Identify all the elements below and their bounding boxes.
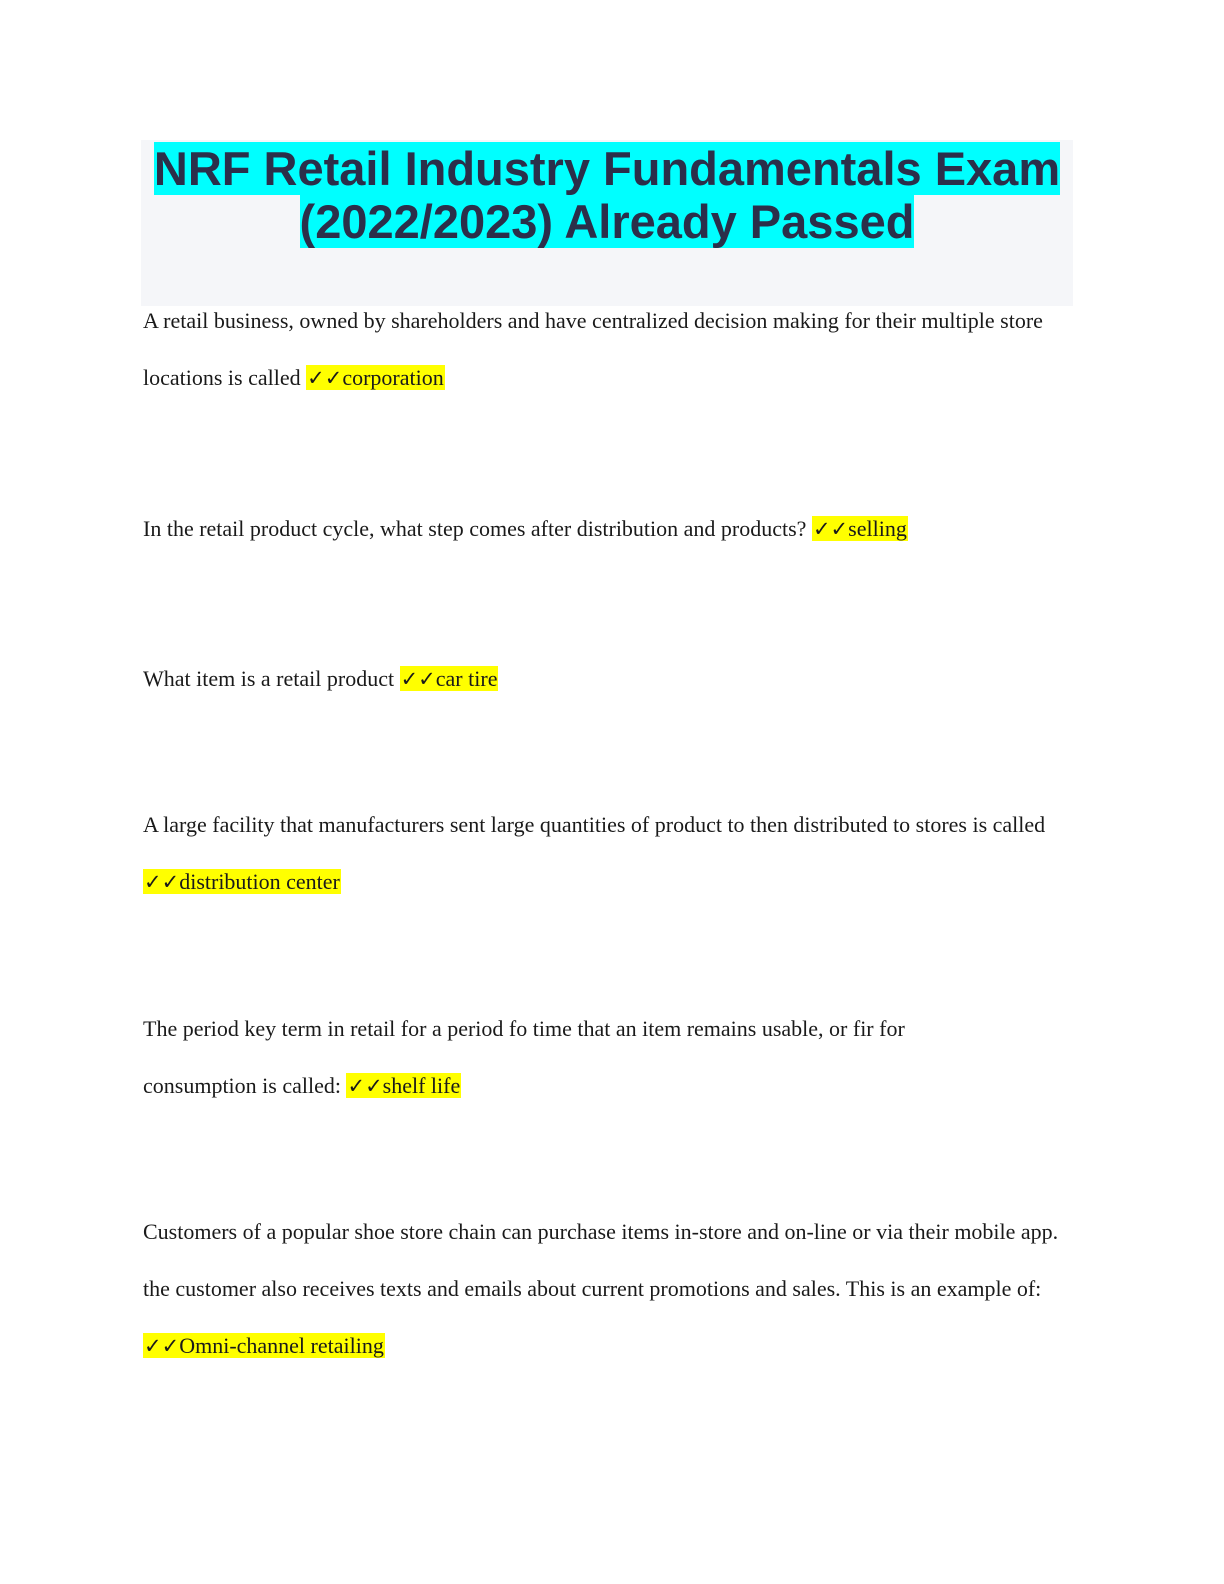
double-check-icon: ✓✓ bbox=[144, 870, 180, 894]
double-check-icon: ✓✓ bbox=[307, 366, 343, 390]
double-check-icon: ✓✓ bbox=[144, 1334, 180, 1358]
title-line-2: (2022/2023) Already Passed bbox=[299, 195, 915, 248]
answer-text: distribution center bbox=[179, 869, 340, 894]
title-block bbox=[141, 140, 1073, 306]
answer-highlight bbox=[143, 869, 341, 894]
answer-highlight bbox=[306, 365, 445, 390]
question-item-1 bbox=[143, 292, 1073, 407]
answer-highlight bbox=[346, 1073, 461, 1098]
answer-highlight bbox=[143, 1333, 385, 1358]
question-item-2 bbox=[143, 500, 1073, 558]
answer-highlight bbox=[812, 516, 908, 541]
question-item-3 bbox=[143, 650, 1073, 708]
document-title bbox=[141, 140, 1073, 248]
answer-text: shelf life bbox=[382, 1073, 461, 1098]
double-check-icon: ✓✓ bbox=[347, 1074, 383, 1098]
question-text: A large facility that manufacturers sent large quantities of product to then distributed to stores is called bbox=[143, 812, 1046, 837]
answer-text: car tire bbox=[435, 666, 498, 691]
double-check-icon: ✓✓ bbox=[812, 517, 849, 541]
title-line-1: NRF Retail Industry Fundamentals Exam bbox=[153, 142, 1061, 195]
answer-text: corporation bbox=[342, 365, 444, 390]
question-text: Customers of a popular shoe store chain can purchase items in-store and on-line or via their mobile app. the customer also receives texts and emails about current promotions and sales. This is an example of: bbox=[143, 1219, 1059, 1301]
question-item-5 bbox=[143, 1000, 993, 1115]
question-text: A retail business, owned by shareholders and have centralized decision making for their multiple store locations is called bbox=[143, 308, 1043, 390]
answer-text: Omni-channel retailing bbox=[179, 1333, 384, 1358]
question-text: What item is a retail product bbox=[143, 666, 395, 691]
question-item-6 bbox=[143, 1203, 1073, 1375]
double-check-icon: ✓✓ bbox=[400, 667, 436, 691]
question-item-4 bbox=[143, 796, 1073, 911]
question-text: In the retail product cycle, what step comes after distribution and products? bbox=[143, 516, 807, 541]
question-text: The period key term in retail for a period fo time that an item remains usable, or fir for consumption is called: bbox=[143, 1016, 905, 1098]
answer-text: selling bbox=[848, 516, 907, 541]
answer-highlight bbox=[400, 666, 499, 691]
